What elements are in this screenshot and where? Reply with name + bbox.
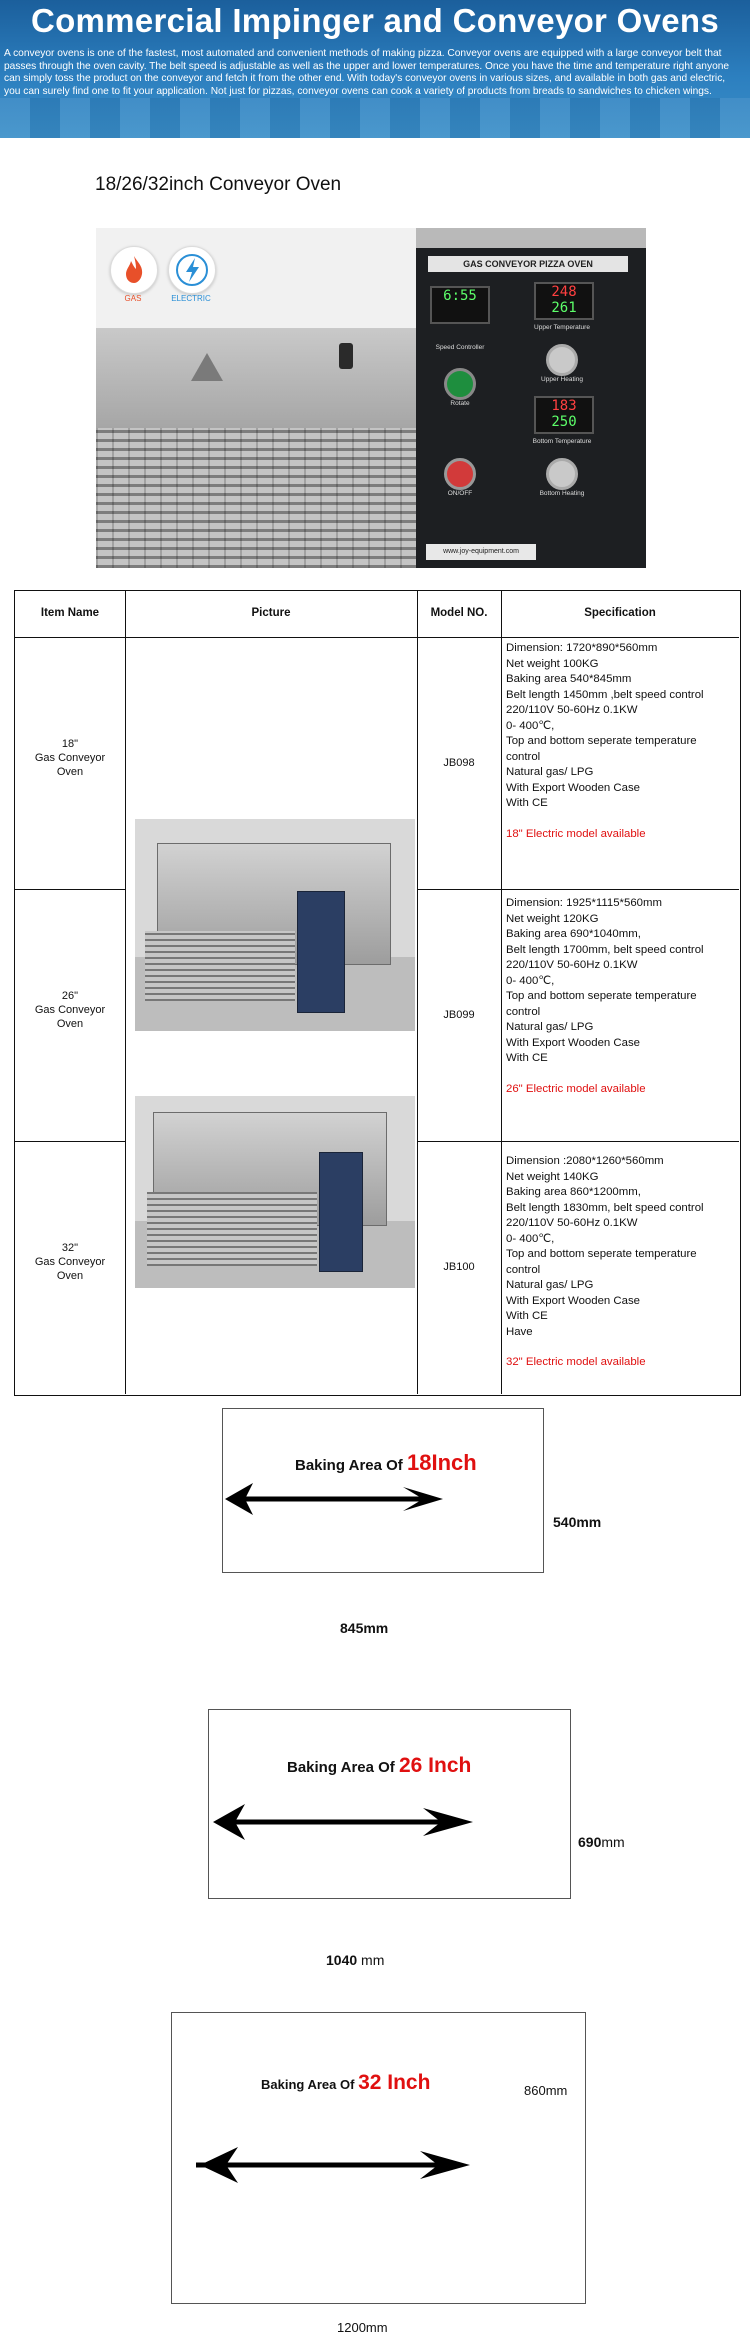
- control-panel-title: GAS CONVEYOR PIZZA OVEN: [428, 256, 628, 272]
- oven-photo-26: [135, 819, 415, 1031]
- row-18-item-name: [15, 737, 125, 779]
- spec-line: 220/110V 50-60Hz 0.1KW: [506, 704, 638, 716]
- header-model-no: Model NO.: [430, 607, 488, 619]
- baking-area-18-box: [222, 1408, 544, 1573]
- item-size: 26": [61, 990, 79, 1002]
- control-panel: [416, 248, 646, 568]
- spec-line: Net weight 100KG: [506, 657, 599, 670]
- hero-oven-photo: [96, 228, 646, 568]
- row-26-item-name: [15, 989, 125, 1031]
- header-specification: Specification: [584, 607, 656, 619]
- spec-line: With CE: [506, 1310, 548, 1322]
- item-type: Gas Conveyor: [34, 1256, 106, 1268]
- rotate-button: [444, 368, 476, 400]
- on-off-button: [444, 458, 476, 490]
- oven-belt: [147, 1192, 317, 1266]
- baking-area-size: 26 Inch: [398, 1754, 472, 1777]
- spec-line: With CE: [506, 797, 548, 809]
- table-divider: [417, 1141, 739, 1142]
- spec-line: Top and bottom seperate temperature: [506, 735, 697, 747]
- baking-area-32-arrow: [172, 2145, 587, 2185]
- speed-controller-label: Speed Controller: [435, 344, 485, 351]
- spec-line: control: [506, 1263, 541, 1276]
- spec-line: Dimension: 1720*890*560mm: [506, 642, 658, 654]
- spec-line: Have: [506, 1325, 533, 1338]
- spec-line: 0- 400℃,: [506, 1232, 555, 1245]
- spec-line: With Export Wooden Case: [506, 1036, 641, 1049]
- bottom-temp-display: [534, 396, 594, 434]
- header-banner: [0, 0, 750, 138]
- row-18-specification: [506, 641, 742, 842]
- spec-line: Natural gas/ LPG: [506, 1021, 594, 1033]
- oven-knob: [339, 343, 353, 369]
- baking-area-26-title: [287, 1754, 471, 1778]
- item-kind: Oven: [56, 1018, 84, 1030]
- spec-line: Dimension: 1925*1115*560mm: [506, 897, 662, 909]
- spec-line: Natural gas/ LPG: [506, 766, 594, 778]
- spec-line: Belt length 1700mm, belt speed control: [506, 943, 704, 956]
- spec-electric-note: 26" Electric model available: [506, 1082, 646, 1095]
- spec-table: [14, 590, 741, 1396]
- bottom-readout-green: 250: [551, 414, 577, 430]
- upper-heating-label: Upper Heating: [541, 376, 583, 383]
- baking-area-prefix: Baking Area Of: [261, 2077, 355, 2092]
- table-divider: [417, 889, 739, 890]
- spec-line: With CE: [506, 1052, 548, 1064]
- on-off-label: ON/OFF: [447, 490, 473, 497]
- rotate-label: Rotate: [450, 400, 470, 407]
- header-picture: Picture: [251, 607, 291, 619]
- item-kind: Oven: [56, 1270, 84, 1282]
- item-type: Gas Conveyor: [34, 752, 106, 764]
- upper-temp-label: Upper Temperature: [534, 324, 590, 331]
- speed-display: [430, 286, 490, 324]
- oven-top-panel: [96, 328, 416, 428]
- spec-electric-note: 18" Electric model available: [506, 827, 646, 840]
- baking-area-18-height: 540mm: [553, 1514, 602, 1530]
- oven-belt: [145, 931, 295, 1001]
- oven-photo-32: [135, 1096, 415, 1288]
- baking-area-26-box: [208, 1709, 571, 1899]
- baking-area-32-height: 860mm: [524, 2083, 568, 2098]
- baking-area-26-width: 1040 mm: [326, 1952, 385, 1968]
- table-divider: [15, 1141, 125, 1142]
- spec-line: Belt length 1830mm, belt speed control: [506, 1201, 704, 1214]
- item-size: 32": [61, 1242, 79, 1254]
- row-18-model: JB098: [443, 757, 475, 769]
- flame-icon: [111, 247, 157, 293]
- spec-line: 220/110V 50-60Hz 0.1KW: [506, 959, 638, 971]
- spec-line: control: [506, 1005, 541, 1018]
- item-kind: Oven: [56, 766, 84, 778]
- spec-line: Baking area 690*1040mm,: [506, 928, 641, 940]
- banner-background-water: [0, 98, 750, 138]
- row-32-specification: [506, 1154, 742, 1371]
- gas-badge-label: GAS: [124, 294, 142, 303]
- item-type: Gas Conveyor: [34, 1004, 106, 1016]
- spec-line: Top and bottom seperate temperature: [506, 1248, 697, 1260]
- oven-control-box: [297, 891, 345, 1013]
- header-item-name: Item Name: [40, 607, 100, 619]
- bottom-temp-label: Bottom Temperature: [532, 438, 592, 445]
- spec-line: Natural gas/ LPG: [506, 1279, 594, 1291]
- electric-badge-label: ELECTRIC: [171, 294, 211, 303]
- baking-area-32-width: 1200mm: [337, 2320, 388, 2335]
- spec-line: Net weight 120KG: [506, 912, 599, 925]
- spec-line: Baking area 860*1200mm,: [506, 1186, 641, 1198]
- baking-area-18-width: 845mm: [340, 1620, 389, 1636]
- spec-line: Dimension :2080*1260*560mm: [506, 1155, 664, 1167]
- speed-readout: 6:55: [443, 288, 477, 304]
- baking-area-prefix: Baking Area Of: [287, 1759, 395, 1776]
- bottom-heating-switch: [546, 458, 578, 490]
- electric-badge: [168, 246, 216, 294]
- upper-readout-green: 261: [551, 300, 577, 316]
- section-heading: 18/26/32inch Conveyor Oven: [95, 174, 342, 195]
- baking-area-size: 18Inch: [406, 1450, 477, 1475]
- spec-line: Belt length 1450mm ,belt speed control: [506, 688, 704, 701]
- spec-line: With Export Wooden Case: [506, 781, 641, 794]
- bottom-heating-label: Bottom Heating: [539, 490, 585, 497]
- row-32-item-name: [15, 1241, 125, 1283]
- oven-control-box: [319, 1152, 363, 1272]
- gas-badge: [110, 246, 158, 294]
- spec-line: Top and bottom seperate temperature: [506, 990, 697, 1002]
- baking-area-32-title: [261, 2071, 430, 2095]
- spec-electric-note: 32" Electric model available: [506, 1356, 646, 1368]
- baking-area-18-arrow: [223, 1479, 545, 1519]
- banner-description: A conveyor ovens is one of the fastest, most automated and convenient methods of making pizza. Conveyor ovens are equipped with a large conveyor belt that passes through the oven cavity. The belt speed is adjustable as well as the upper and lower temperatures. Once you have the time and temperature right anyone can simply toss the product on the conveyor and fetch it from the other end. With today's conveyor ovens in various sizes, and available in both gas and electric, you can surely find one to fit your application. Not just for pizzas, conveyor ovens can cook a variety of products from breads to sandwiches to chicken wings.: [4, 48, 730, 97]
- baking-area-26-arrow: [209, 1802, 572, 1842]
- spec-line: Baking area 540*845mm: [506, 673, 632, 685]
- row-26-specification: [506, 896, 742, 1097]
- row-26-model: JB099: [443, 1009, 475, 1021]
- table-divider: [15, 889, 125, 890]
- baking-area-32-box: [171, 2012, 586, 2304]
- baking-area-18-title: [295, 1450, 477, 1476]
- baking-area-size: 32 Inch: [358, 2071, 431, 2094]
- lightning-icon: [169, 247, 215, 293]
- upper-temp-display: [534, 282, 594, 320]
- banner-title: Commercial Impinger and Conveyor Ovens: [30, 2, 720, 39]
- bottom-readout-red: 183: [551, 398, 577, 414]
- table-divider: [501, 591, 502, 1394]
- upper-readout-red: 248: [551, 284, 577, 300]
- spec-line: 0- 400℃,: [506, 719, 555, 732]
- baking-area-26-height: 690mm: [578, 1834, 625, 1850]
- spec-line: With Export Wooden Case: [506, 1294, 641, 1307]
- brand-url-plate: www.joy-equipment.com: [426, 544, 536, 560]
- spec-line: 220/110V 50-60Hz 0.1KW: [506, 1217, 638, 1229]
- item-size: 18": [61, 738, 79, 750]
- spec-line: control: [506, 750, 541, 763]
- row-32-model: JB100: [443, 1261, 475, 1273]
- conveyor-belt: [96, 428, 416, 568]
- table-divider: [417, 591, 418, 1394]
- spec-line: 0- 400℃,: [506, 974, 555, 987]
- table-divider: [125, 591, 126, 1394]
- upper-heating-switch: [546, 344, 578, 376]
- spec-line: Net weight 140KG: [506, 1170, 599, 1183]
- table-divider: [15, 637, 739, 638]
- baking-area-prefix: Baking Area Of: [295, 1457, 403, 1474]
- warning-triangle-icon: [191, 353, 223, 381]
